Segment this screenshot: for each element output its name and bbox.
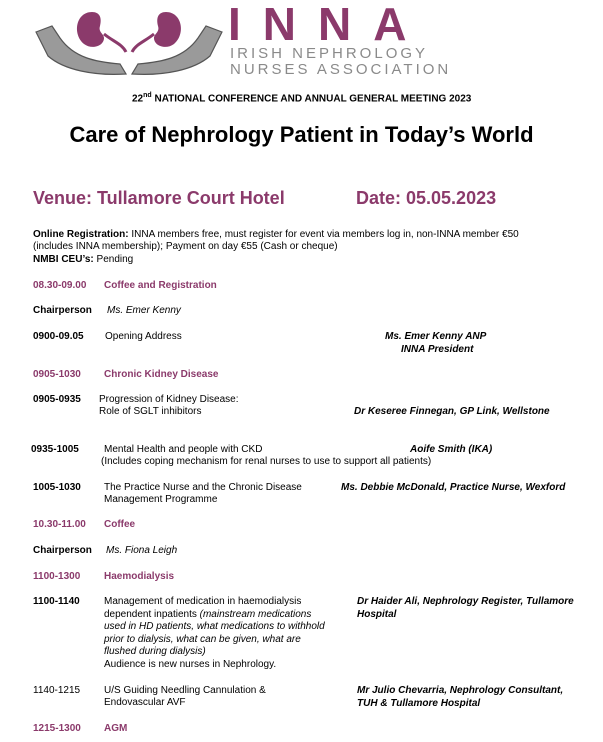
row-title-note: flushed during dialysis): [104, 646, 206, 657]
date: Date: 05.05.2023: [356, 188, 497, 208]
conference-heading: [132, 92, 471, 104]
ceu-label: NMBI CEU’s:: [33, 254, 94, 265]
row-time: 1100-1140: [33, 596, 80, 607]
section-time-coffee: 10.30-11.00: [33, 519, 86, 530]
hands-kidneys-logo-icon: [34, 4, 224, 82]
chairperson-name: Ms. Emer Kenny: [107, 305, 181, 316]
registration-line1: [33, 229, 519, 241]
row-title-note: prior to dialysis, what can be given, what are: [104, 633, 301, 645]
section-time-agm: 1215-1300: [33, 723, 81, 734]
row-time: 1140-1215: [33, 685, 81, 696]
conference-heading-text: NATIONAL CONFERENCE AND ANNUAL GENERAL MEETING 2023: [154, 93, 472, 105]
row-title-cont: Role of SGLT inhibitors: [99, 406, 202, 417]
ceu-value: Pending: [96, 254, 134, 265]
row-title-cont: [104, 609, 354, 622]
section-title-ckd: Chronic Kidney Disease: [104, 369, 219, 380]
row-speaker: Dr Keseree Finnegan, GP Link, Wellstone: [354, 406, 550, 417]
section-title-coffee: Coffee: [104, 519, 136, 530]
row-title: U/S Guiding Needling Cannulation &: [104, 685, 266, 696]
row-speaker: Mr Julio Chevarria, Nephrology Consultant,: [357, 685, 564, 696]
page-title: Care of Nephrology Patient in Today’s World: [69, 122, 534, 147]
section-title-agm: AGM: [104, 723, 128, 734]
section-time-haemodialysis: 1100-1300: [33, 571, 81, 582]
registration-label: Online Registration:: [33, 229, 129, 240]
row-time: 1005-1030: [33, 482, 81, 493]
row-speaker-cont: Hospital: [357, 609, 397, 620]
row-title-cont: (Includes coping mechanism for renal nurses to use to support all patients): [101, 456, 432, 467]
section-title-haemodialysis: Haemodialysis: [104, 571, 175, 582]
row-time: 0935-1005: [31, 444, 79, 455]
row-title-note: used in HD patients, what medications to withhold: [104, 621, 325, 632]
row-title: The Practice Nurse and the Chronic Disease: [104, 482, 302, 493]
row-speaker-cont: TUH & Tullamore Hospital: [357, 698, 481, 709]
row-title-audience: Audience is new nurses in Nephrology.: [104, 658, 277, 670]
row-title-note: (mainstream medications: [196, 608, 312, 620]
registration-line2: (includes INNA membership); Payment on day €55 (Cash or cheque): [33, 241, 338, 252]
section-title-coffee-registration: Coffee and Registration: [104, 280, 217, 291]
row-title: Mental Health and people with CKD: [104, 444, 263, 455]
row-title-part: dependent inpatients: [104, 608, 197, 620]
logo-line2: NURSES ASSOCIATION: [230, 61, 452, 78]
row-speaker: Ms. Debbie McDonald, Practice Nurse, Wexford: [341, 482, 566, 493]
row-title-cont: Endovascular AVF: [104, 697, 186, 708]
logo-initials: INNA: [228, 0, 429, 50]
registration-text1: INNA members free, must register for event via members log in, non-INNA member €50: [128, 229, 519, 240]
venue: Venue: Tullamore Court Hotel: [33, 188, 285, 208]
row-speaker: Dr Haider Ali, Nephrology Register, Tullamore: [357, 596, 574, 607]
chairperson-label: Chairperson: [33, 545, 92, 556]
conference-ordinal: 22: [132, 93, 144, 105]
row-time: 0905-0935: [33, 394, 81, 405]
row-title: Management of medication in haemodialysis: [104, 596, 302, 607]
row-speaker-role: INNA President: [401, 344, 474, 355]
section-time-coffee-registration: 08.30-09.00: [33, 280, 87, 291]
section-time-ckd: 0905-1030: [33, 369, 81, 380]
logo-line1: IRISH NEPHROLOGY: [230, 45, 429, 62]
chairperson-name: Ms. Fiona Leigh: [106, 545, 178, 556]
row-title: Progression of Kidney Disease:: [99, 394, 239, 405]
row-title: Opening Address: [105, 331, 182, 342]
row-title-block: [104, 596, 354, 671]
row-speaker: Aoife Smith (IKA): [410, 444, 493, 455]
row-speaker: Ms. Emer Kenny ANP: [385, 331, 487, 342]
ceu-line: [33, 254, 133, 266]
row-time: 0900-09.05: [33, 331, 84, 342]
row-title-cont: Management Programme: [104, 494, 218, 505]
logo: [34, 0, 554, 82]
conference-ordinal-suffix: nd: [143, 92, 152, 99]
chairperson-label: Chairperson: [33, 305, 92, 316]
